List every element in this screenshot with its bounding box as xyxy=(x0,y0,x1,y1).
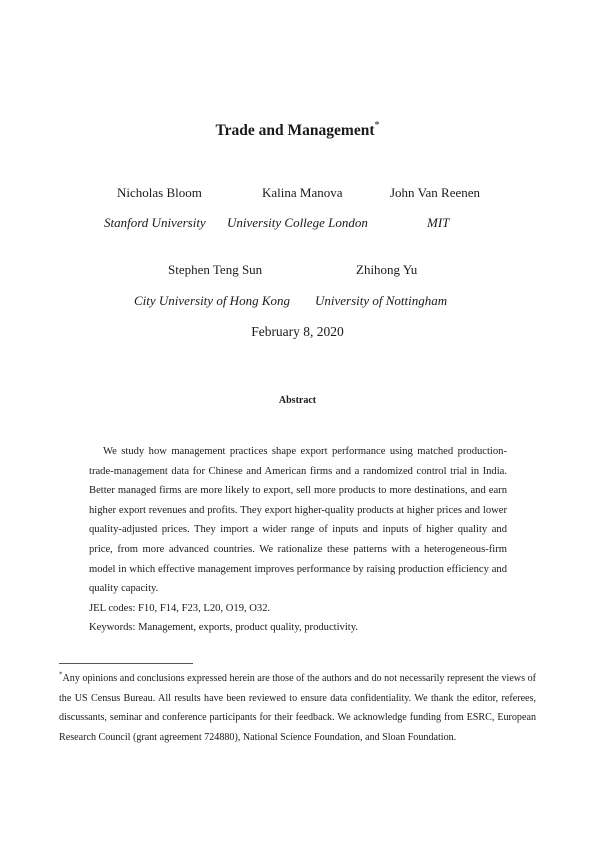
paper-title xyxy=(0,121,595,140)
author-name: Stephen Teng Sun xyxy=(168,262,263,277)
footnote-mark: * xyxy=(59,670,63,679)
abstract-body: We study how management practices shape export performance using matched production-trade-management data for Chinese and American firms and a randomized control trial in India. Better managed firms are more likely to export, sell more products to more destinations, and earn higher export revenues and profits. They export higher-quality products at higher prices and lower quality-adjusted prices. They import a wider range of inputs and inputs of higher quality and price, from more advanced countries. We rationalize these patterns with a heterogeneous-firm model in which effective management improves performance by raising production efficiency and quality capacity. xyxy=(89,446,507,595)
author-name: Nicholas Bloom xyxy=(117,185,202,200)
keywords: Keywords: Management, exports, product quality, productivity. xyxy=(89,622,359,634)
paper-date: February 8, 2020 xyxy=(251,324,344,339)
author-name: Kalina Manova xyxy=(262,185,343,200)
author-name: Zhihong Yu xyxy=(356,262,418,277)
author-name: John Van Reenen xyxy=(390,185,481,200)
author-affiliation: Stanford University xyxy=(104,215,206,230)
footnote-text: Any opinions and conclusions expressed herein are those of the authors and do not necessarily represent the views of the US Census Bureau. All results have been reviewed to ensure data confidentiality. We thank the editor, referees, discussants, seminar and conference participants for their feedback. We acknowledge funding from ESRC, European Research Council (grant agreement 724880), National Science Foundation, and Sloan Foundation. xyxy=(59,673,536,743)
footnote-divider xyxy=(59,663,193,664)
author-affiliation: University of Nottingham xyxy=(315,293,448,308)
paper-title-text: Trade and Management xyxy=(215,122,375,140)
author-affiliation: MIT xyxy=(427,215,450,230)
author-affiliation: City University of Hong Kong xyxy=(134,293,290,308)
author-affiliation: University College London xyxy=(227,215,368,230)
jel-codes: JEL codes: F10, F14, F23, L20, O19, O32. xyxy=(89,602,271,614)
title-footnote-mark: * xyxy=(374,120,380,131)
abstract-heading: Abstract xyxy=(278,395,317,406)
footnote xyxy=(59,669,536,747)
abstract-section xyxy=(89,442,507,638)
